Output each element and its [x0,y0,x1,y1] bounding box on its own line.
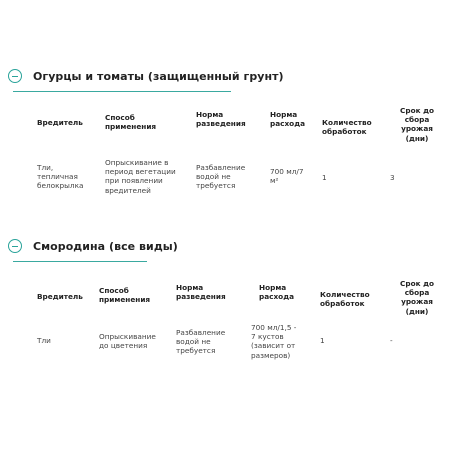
section-header[interactable] [8,239,178,253]
header-dilution: Норма разведения [196,110,246,129]
cell-pest: Тли, тепличная белокрылка [37,163,84,191]
header-method: Способ применения [105,113,157,132]
header-consumption: Норма расхода [259,283,295,302]
section-title: Смородина (все виды) [33,239,178,253]
header-pest: Вредитель [37,292,83,301]
section-title: Огурцы и томаты (защищенный грунт) [33,69,284,83]
cell-dilution: Разбавление водой не требуется [176,328,226,356]
cell-method: Опрыскивание в период вегетации при появлении вредителей [105,158,176,195]
header-consumption: Норма расхода [270,110,306,129]
header-treatments: Количество обработок [320,290,370,309]
cell-method: Опрыскивание до цветения [99,332,156,351]
cell-treatments: 1 [320,336,325,345]
cell-consumption: 700 мл/1,5 - 7 кустов (зависит от размеров) [251,323,297,360]
header-treatments: Количество обработок [322,118,372,137]
section-header[interactable] [8,69,284,83]
header-method: Способ применения [99,286,151,305]
cell-days: 3 [390,173,395,182]
header-dilution: Норма разведения [176,283,226,302]
collapse-icon[interactable] [8,239,22,253]
header-pest: Вредитель [37,118,83,127]
cell-pest: Тли [37,336,51,345]
cell-consumption: 700 мл/7 м² [270,167,304,186]
cell-treatments: 1 [322,173,327,182]
cell-dilution: Разбавление водой не требуется [196,163,246,191]
collapse-icon[interactable] [8,69,22,83]
section-underline [13,261,147,262]
header-days: Срок до сбора урожая (дни) [400,279,434,316]
header-days: Срок до сбора урожая (дни) [400,106,434,143]
cell-days: - [390,336,393,345]
section-underline [13,91,231,92]
